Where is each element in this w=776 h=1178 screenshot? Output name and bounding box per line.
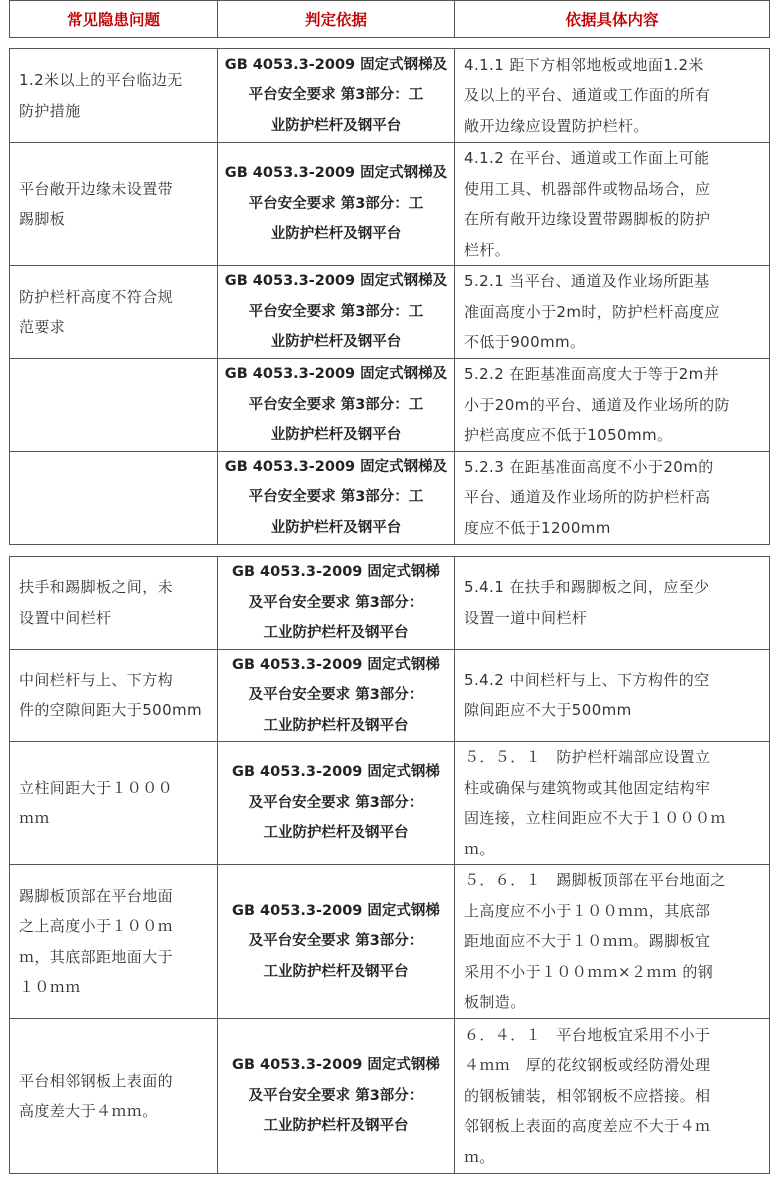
issue-line: 1.2米以上的平台临边无 (19, 71, 183, 89)
content-line: 设置一道中间栏杆 (464, 608, 588, 627)
issue-line: 范要求 (19, 318, 66, 336)
table-row (10, 143, 770, 266)
watermark (716, 1146, 762, 1164)
header-row (10, 1, 770, 38)
content-line: 不低于900mm。 (464, 333, 586, 352)
issue-cell (10, 49, 218, 143)
content-line: 5.4.1 在扶手和踢脚板之间，应至少 (464, 578, 710, 597)
basis-line: 平台安全要求 第3部分：工 (248, 195, 424, 212)
issue-line: ｍｍ (19, 809, 50, 827)
content-line: ５．５．１ 防护栏杆端部应设置立 (464, 748, 711, 766)
issue-cell (10, 266, 218, 359)
basis-line: 工业防护栏杆及钢平台 (263, 1118, 409, 1135)
basis-line: GB 4053.3-2009 固定式钢梯及 (224, 165, 448, 182)
issue-line: 平台敞开边缘未设置带 (19, 179, 174, 198)
content-line: 隙间距应不大于500mm (464, 701, 632, 720)
issue-cell (10, 451, 218, 544)
basis-line: 工业防护栏杆及钢平台 (263, 963, 409, 980)
issue-line: 件的空隙间距大于500mm (19, 701, 203, 720)
content-line: 护栏高度应不低于1050mm。 (464, 426, 673, 444)
issue-cell (10, 557, 218, 650)
content-line: 板制造。 (464, 993, 526, 1012)
basis-line: 及平台安全要求 第3部分： (248, 594, 424, 611)
basis-cell (218, 451, 455, 544)
issue-line: 高度差大于４ｍｍ。 (19, 1102, 158, 1120)
standards-table-1 (9, 48, 770, 545)
content-cell (455, 649, 770, 742)
content-cell (455, 451, 770, 544)
content-line: 上高度应不小于１００ｍｍ，其底部 (464, 901, 711, 920)
content-line: 准面高度小于2m时，防护栏杆高度应 (464, 302, 720, 321)
content-line: 采用不小于１００ｍｍ×２ｍｍ 的钢 (464, 962, 714, 981)
basis-line: 业防护栏杆及钢平台 (270, 117, 402, 134)
table-row (10, 557, 770, 650)
basis-cell (218, 1019, 455, 1174)
table-row (10, 865, 770, 1019)
issue-line: 立柱间距大于１０００ (19, 778, 174, 797)
content-line: 栏杆。 (464, 240, 511, 259)
issue-line: 防护措施 (19, 101, 81, 120)
basis-cell (218, 649, 455, 742)
content-cell (455, 865, 770, 1019)
basis-line: 平台安全要求 第3部分：工 (248, 489, 424, 506)
basis-line: GB 4053.3-2009 固定式钢梯及 (224, 56, 448, 73)
basis-line: GB 4053.3-2009 固定式钢梯 (232, 656, 440, 673)
basis-line: 工业防护栏杆及钢平台 (263, 717, 409, 734)
basis-line: 及平台安全要求 第3部分： (248, 1087, 424, 1104)
content-line: 在所有敞开边缘设置带踢脚板的防护 (464, 210, 711, 228)
basis-line: GB 4053.3-2009 固定式钢梯 (232, 764, 440, 781)
content-line: 及以上的平台、通道或工作面的所有 (464, 86, 711, 105)
content-cell (455, 557, 770, 650)
basis-line: 及平台安全要求 第3部分： (248, 794, 424, 811)
content-line: 固连接，立柱间距应不大于１０００ｍ (464, 809, 726, 827)
content-cell (455, 359, 770, 452)
content-cell (455, 143, 770, 266)
issue-line: 设置中间栏杆 (19, 608, 112, 627)
basis-cell (218, 143, 455, 266)
issue-line: 扶手和踢脚板之间，未 (19, 578, 174, 597)
table-body (10, 557, 770, 1174)
header-col-content: 依据具体内容 (455, 1, 770, 38)
table-row (10, 266, 770, 359)
basis-cell (218, 266, 455, 359)
standards-table-2 (9, 556, 770, 1174)
content-line: 小于20m的平台、通道及作业场所的防 (464, 395, 730, 414)
content-line: ５．６．１ 踢脚板顶部在平台地面之 (464, 871, 726, 890)
header-table (9, 0, 770, 38)
issue-line: 踢脚板顶部在平台地面 (19, 886, 174, 905)
content-line: 度应不低于1200mm (464, 518, 611, 537)
content-line: ６．４．１ 平台地板宜采用不小于 (464, 1025, 711, 1044)
content-cell (455, 266, 770, 359)
content-line: 的钢板铺装，相邻钢板不应搭接。相 (464, 1086, 711, 1105)
issue-cell (10, 649, 218, 742)
table-body (10, 49, 770, 545)
issue-line: 平台相邻钢板上表面的 (19, 1071, 174, 1090)
header-col-issue: 常见隐患问题 (10, 1, 218, 38)
issue-cell (10, 742, 218, 865)
basis-line: 业防护栏杆及钢平台 (270, 334, 402, 351)
issue-line: 防护栏杆高度不符合规 (19, 287, 174, 306)
basis-cell (218, 359, 455, 452)
content-line: 5.2.1 当平台、通道及作业场所距基 (464, 272, 710, 291)
table-row (10, 359, 770, 452)
content-line: 柱或确保与建筑物或其他固定结构牢 (464, 778, 711, 797)
content-line: 5.4.2 中间栏杆与上、下方构件的空 (464, 670, 710, 689)
basis-line: 工业防护栏杆及钢平台 (263, 825, 409, 842)
basis-line: 业防护栏杆及钢平台 (270, 226, 402, 243)
issue-cell (10, 865, 218, 1019)
content-line: 5.2.2 在距基准面高度大于等于2m并 (464, 365, 720, 383)
basis-line: GB 4053.3-2009 固定式钢梯及 (224, 273, 448, 290)
issue-line: 中间栏杆与上、下方构 (19, 670, 174, 689)
content-line: ４ｍｍ 厚的花纹钢板或经防滑处理 (464, 1056, 711, 1075)
table-row (10, 649, 770, 742)
issue-line: 之上高度小于１００ｍ (19, 917, 174, 935)
issue-line: ｍ，其底部距地面大于 (19, 947, 174, 966)
content-cell (455, 742, 770, 865)
issue-cell (10, 1019, 218, 1174)
basis-line: 平台安全要求 第3部分：工 (248, 396, 424, 413)
issue-line: １０ｍｍ (19, 978, 81, 996)
basis-line: 工业防护栏杆及钢平台 (263, 625, 409, 641)
basis-line: 及平台安全要求 第3部分： (248, 687, 424, 703)
content-line: ｍ。 (464, 1147, 495, 1166)
header-col-basis: 判定依据 (218, 1, 455, 38)
basis-line: GB 4053.3-2009 固定式钢梯 (232, 902, 440, 919)
content-line: 使用工具、机器部件或物品场合，应 (464, 179, 711, 198)
content-cell (455, 49, 770, 143)
basis-line: 业防护栏杆及钢平台 (270, 519, 402, 536)
content-line: 5.2.3 在距基准面高度不小于20m的 (464, 457, 714, 476)
basis-line: 业防护栏杆及钢平台 (270, 427, 402, 443)
basis-line: 平台安全要求 第3部分：工 (248, 87, 424, 104)
basis-line: GB 4053.3-2009 固定式钢梯及 (224, 366, 448, 382)
issue-line: 踢脚板 (19, 210, 66, 228)
issue-cell (10, 143, 218, 266)
content-line: 4.1.1 距下方相邻地板或地面1.2米 (464, 55, 704, 74)
basis-line: 及平台安全要求 第3部分： (248, 933, 424, 950)
basis-line: GB 4053.3-2009 固定式钢梯 (232, 1057, 440, 1074)
content-line: 邻钢板上表面的高度差应不大于４ｍ (464, 1117, 711, 1136)
basis-line: GB 4053.3-2009 固定式钢梯及 (224, 458, 448, 475)
content-line: 距地面应不大于１０ｍｍ。踢脚板宜 (464, 932, 711, 951)
basis-line: 平台安全要求 第3部分：工 (248, 303, 424, 320)
basis-cell (218, 865, 455, 1019)
table-row (10, 49, 770, 143)
table-row (10, 742, 770, 865)
content-line: 平台、通道及作业场所的防护栏杆高 (464, 488, 711, 507)
basis-line: GB 4053.3-2009 固定式钢梯 (232, 564, 440, 580)
issue-cell (10, 359, 218, 452)
basis-cell (218, 742, 455, 865)
content-line: 敞开边缘应设置防护栏杆。 (464, 116, 649, 135)
content-line: 4.1.2 在平台、通道或工作面上可能 (464, 149, 710, 167)
content-line: ｍ。 (464, 839, 495, 858)
basis-cell (218, 557, 455, 650)
table-row (10, 451, 770, 544)
basis-cell (218, 49, 455, 143)
table-row (10, 1019, 770, 1174)
